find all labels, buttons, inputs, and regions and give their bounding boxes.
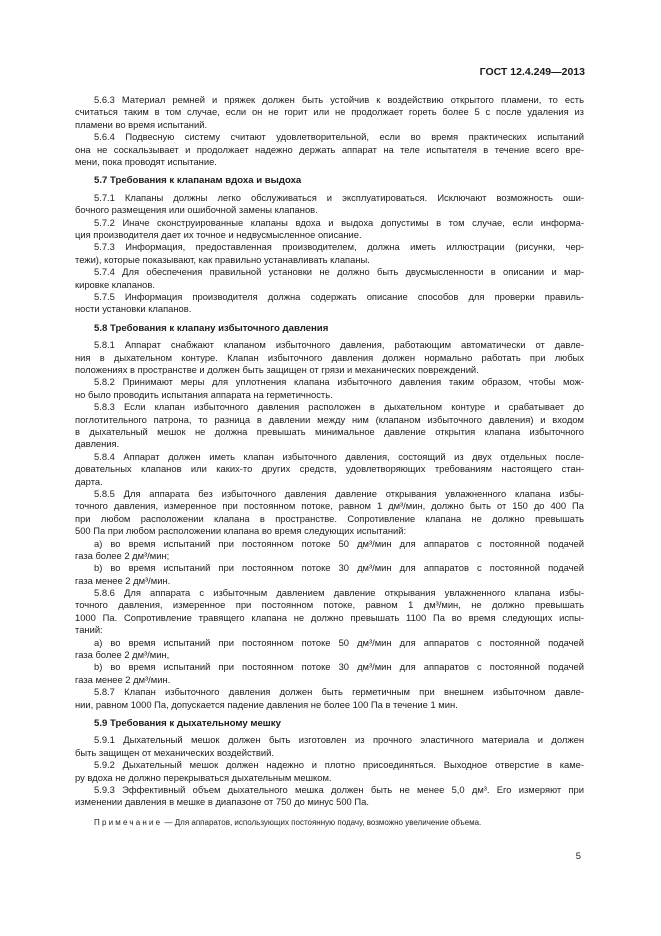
- text-line: 5.9.3 Эффективный объем дыхательного мешка должен быть не менее 5,0 дм³. Его измеряют при: [94, 784, 584, 796]
- text-line: 5.8.6 Для аппарата с избыточным давлением давление открывания увлажненного клапана избы-: [94, 587, 584, 599]
- text-line: бочного размещения или ошибочной замены клапанов.: [75, 204, 318, 216]
- text-line: мени, пока проводят испытание.: [75, 155, 217, 167]
- text-line: 5.8.7 Клапан избыточного давления должен быть герметичным при внешнем избыточном давле-: [94, 686, 584, 698]
- text-line: b) во время испытаний при постоянном потоке 30 дм³/мин для аппаратов с постоянной подачей: [94, 661, 584, 673]
- clause-paragraph: [75, 131, 584, 168]
- text-line: b) во время испытаний при постоянном потоке 30 дм³/мин для аппаратов с постоянной подачей: [94, 562, 584, 574]
- text-line: 5.6.4 Подвесную систему считают удовлетворительной, если во время практических испытаний: [94, 131, 584, 143]
- text-line: поглотительного патрона, то разница в давлении между ним (клапаном избыточного давления) и входом: [75, 413, 584, 425]
- clause-paragraph: [75, 401, 584, 451]
- text-line: газа более 2 дм³/мин;: [75, 549, 170, 561]
- clause-paragraph: [75, 538, 584, 563]
- note: [75, 817, 584, 829]
- text-line: 5.6.3 Материал ремней и пряжек должен быть устойчив к воздействию открытого пламени, то есть: [94, 94, 584, 105]
- text-line: 5.9.2 Дыхательный мешок должен надежно и плотно присоединяться. Выходное отверстие в каме-: [94, 759, 584, 771]
- document-code: ГОСТ 12.4.249—2013: [479, 66, 585, 78]
- text-line: быть защищен от механических воздействий.: [75, 746, 274, 758]
- clause-paragraph: [75, 734, 584, 759]
- text-line: дарта.: [75, 475, 103, 487]
- page-number: 5: [575, 850, 581, 861]
- text-line: 5.8.2 Принимают меры для уплотнения клапана избыточного давления таким образом, чтобы мож-: [94, 376, 584, 388]
- text-line: она не соскальзывает и продолжает надежно держать аппарат на теле испытателя в течение всего вре-: [75, 143, 584, 155]
- text-line: a) во время испытаний при постоянном потоке 50 дм³/мин для аппаратов с постоянной подачей: [94, 636, 584, 648]
- text-line: довательных клапанов или каких-то других средств, удовлетворяющих требованиям настоящего стан-: [75, 463, 584, 475]
- clause-paragraph: [75, 562, 584, 587]
- text-line: 5.8.1 Аппарат снабжают клапаном избыточного давления, работающим автоматически от давле-: [94, 339, 584, 351]
- clause-paragraph: [75, 94, 584, 131]
- text-line: кировке клапанов.: [75, 278, 155, 290]
- clause-paragraph: [75, 587, 584, 637]
- clause-paragraph: [75, 686, 584, 711]
- text-line: положениях в пространстве и должен быть защищен от грязи и механических повреждений.: [75, 363, 479, 375]
- text-line: ния в дыхательном контуре. Клапан избыточного давления должен нормально работать при любых: [75, 351, 584, 363]
- text-line: 5.7.2 Иначе сконструированные клапаны вдоха и выдоха допустимы в том случае, если информа-: [94, 216, 584, 228]
- document-body: [75, 94, 584, 829]
- text-line: газа менее 2 дм³/мин.: [75, 574, 171, 586]
- text-line: тежи), которые показывают, как правильно устанавливать клапаны.: [75, 253, 370, 265]
- text-line: 5.8.5 Для аппарата без избыточного давления давление открывания увлажненного клапана избы-: [94, 487, 584, 499]
- text-line: 500 Па при любом расположении клапана во время следующих испытаний:: [75, 525, 407, 537]
- text-line: но было проводить испытания аппарата на герметичность.: [75, 388, 333, 400]
- text-line: точного давления, измеренное при постоянном потоке, равном 1 дм³/мин, должно быть от 150 до 400 Па: [75, 500, 584, 512]
- text-line: 1000 Па. Сопротивление травящего клапана не должно превышать 1100 Па во время следующих испы-: [75, 611, 584, 623]
- clause-paragraph: [75, 241, 584, 266]
- clause-paragraph: [75, 784, 584, 809]
- text-line: газа менее 2 дм³/мин.: [75, 673, 171, 685]
- text-line: 5.9.1 Дыхательный мешок должен быть изготовлен из прочного эластичного материала и должен: [94, 734, 584, 746]
- clause-paragraph: [75, 661, 584, 686]
- note-text: — Для аппаратов, использующих постоянную подачу, возможно увеличение объема.: [162, 817, 482, 827]
- text-line: считаться таким в том случае, если он не горит или не продолжает гореть более 5 с после удаления из: [75, 106, 584, 118]
- section-heading: 5.7 Требования к клапанам вдоха и выдоха: [94, 175, 302, 187]
- text-line: 5.7.3 Информация, предоставленная производителем, должна иметь иллюстрации (рисунки, чер-: [94, 241, 584, 253]
- clause-paragraph: [75, 488, 584, 538]
- clause-paragraph: [75, 339, 584, 376]
- clause-paragraph: [75, 451, 584, 488]
- text-line: 5.7.4 Для обеспечения правильной установки не должно быть двусмысленности в описании и мар-: [94, 266, 584, 278]
- text-line: ру вдоха не должно перекрываться дыхательным мешком.: [75, 771, 332, 783]
- text-line: ности установки клапанов.: [75, 303, 192, 315]
- clause-paragraph: [75, 376, 584, 401]
- text-line: a) во время испытаний при постоянном потоке 50 дм³/мин для аппаратов с постоянной подачей: [94, 537, 584, 549]
- text-line: пламени во время испытаний.: [75, 118, 208, 130]
- text-line: при любом расположении клапана в пространстве. Сопротивление клапана не должно превышать: [75, 512, 584, 524]
- text-line: таний:: [75, 624, 103, 636]
- text-line: газа более 2 дм³/мин,: [75, 649, 170, 661]
- note-label: Примечание: [94, 817, 163, 827]
- text-line: точного давления, измеренное при постоянном потоке, равном 1 дм³/мин, не должно превышать: [75, 599, 584, 611]
- text-line: нии, равном 1000 Па, допускается падение давления не более 100 Па в течение 1 мин.: [75, 698, 458, 710]
- text-line: давления.: [75, 438, 120, 450]
- section-heading: 5.9 Требования к дыхательному мешку: [94, 718, 281, 730]
- clause-paragraph: [75, 192, 584, 217]
- text-line: 5.7.5 Информация производителя должна содержать описание способов для проверки правиль-: [94, 290, 584, 302]
- clause-paragraph: [75, 759, 584, 784]
- section-heading: 5.8 Требования к клапану избыточного давления: [94, 322, 329, 334]
- text-line: в дыхательный мешок не должна превышать минимальное давление открытия клапана избыточного: [75, 425, 584, 437]
- clause-paragraph: [75, 291, 584, 316]
- text-line: изменении давления в мешке в диапазоне от 750 до минус 500 Па.: [75, 796, 369, 808]
- clause-paragraph: [75, 266, 584, 291]
- text-line: 5.8.4 Аппарат должен иметь клапан избыточного давления, состоящий из двух отдельных после-: [94, 450, 584, 462]
- clause-paragraph: [75, 217, 584, 242]
- clause-paragraph: [75, 637, 584, 662]
- text-line: 5.8.3 Если клапан избыточного давления расположен в дыхательном контуре и срабатывает до: [94, 401, 584, 413]
- text-line: ция производителя дает их точное и недвусмысленное описание.: [75, 228, 362, 240]
- text-line: 5.7.1 Клапаны должны легко обслуживаться и эксплуатироваться. Исключают возможность оши-: [94, 191, 584, 203]
